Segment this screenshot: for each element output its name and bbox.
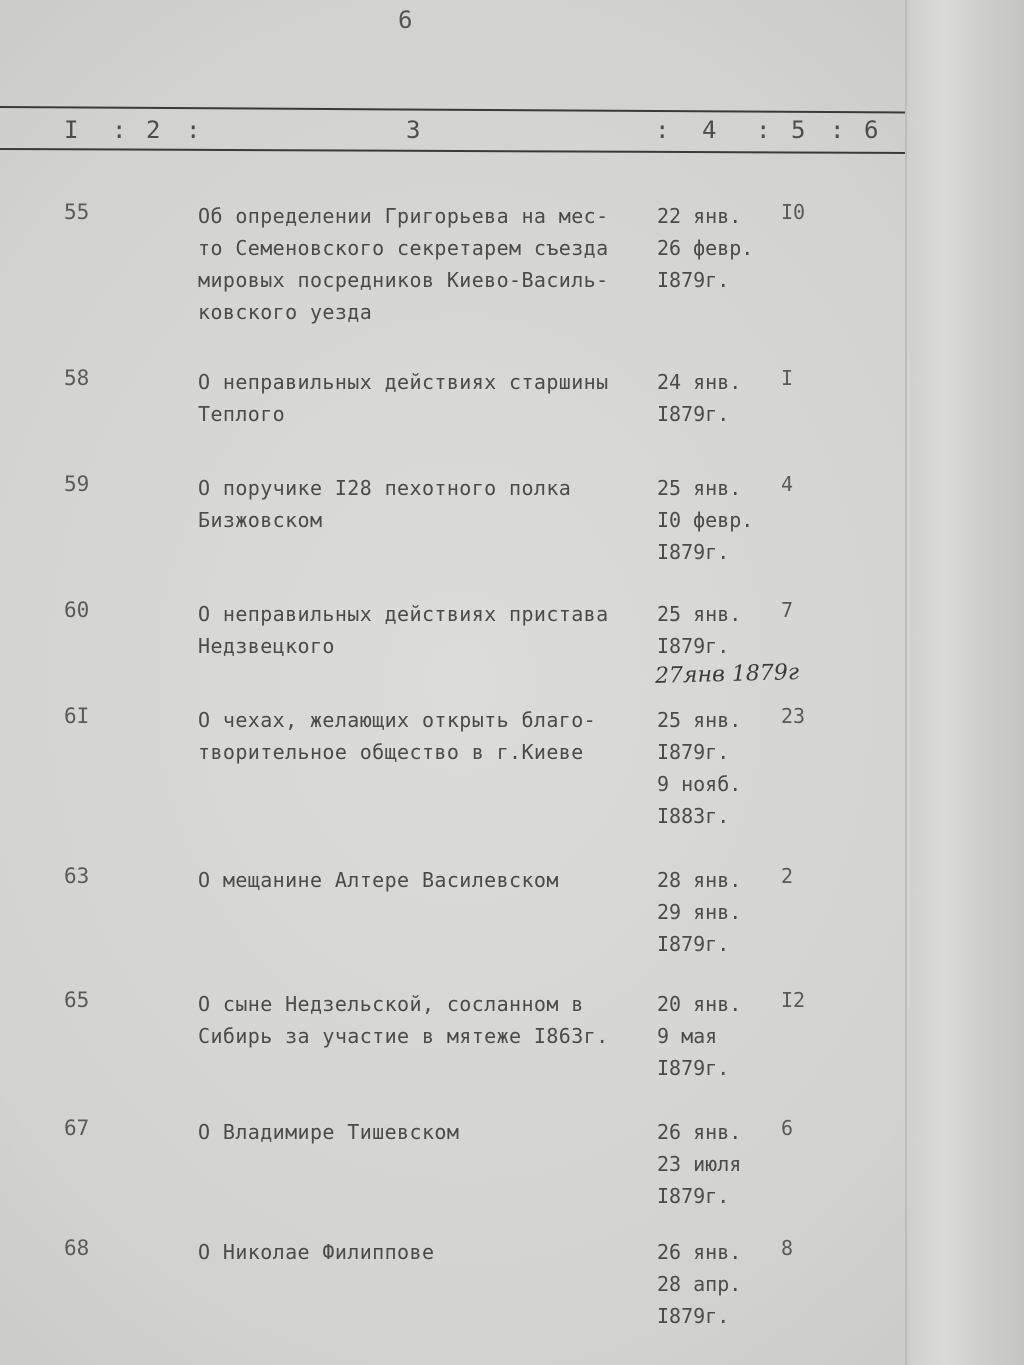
file-description: О мещанине Алтере Василевском (198, 868, 559, 892)
file-dates: 25 янв. I879г. (657, 602, 742, 658)
handwritten-date: 27янв 1879г (654, 660, 800, 689)
column-number: I (64, 116, 79, 144)
file-description: О неправильных действиях старшины Теплого (198, 370, 609, 426)
file-number: 58 (64, 366, 90, 390)
column-number: 4 (702, 116, 717, 144)
file-number: 67 (64, 1116, 90, 1140)
file-number: 63 (64, 864, 90, 888)
file-dates: 20 янв. 9 мая I879г. (657, 992, 742, 1080)
column-separator: : (830, 116, 845, 144)
file-dates: 25 янв. I0 февр. I879г. (657, 476, 754, 564)
file-dates: 22 янв. 26 февр. I879г. (657, 204, 754, 292)
column-number: 2 (146, 116, 161, 144)
page-edge (910, 0, 1024, 1365)
file-dates: 25 янв. I879г. 9 нояб. I883г. (657, 708, 742, 828)
file-dates: 24 янв. I879г. (657, 370, 742, 426)
file-description: Об определении Григорьева на мес- то Семеновского секретарем съезда мировых посредников Киево-Василь- ковского уезда (198, 204, 609, 324)
page-number: 6 (398, 6, 413, 34)
sheet-count: I (781, 366, 794, 390)
sheet-count: 2 (781, 864, 794, 888)
sheet-count: I0 (781, 200, 806, 224)
column-separator: : (186, 116, 201, 144)
file-number: 55 (64, 200, 90, 224)
file-description: О Николае Филиппове (198, 1240, 435, 1264)
column-separator: : (112, 116, 127, 144)
file-description: О неправильных действиях пристава Недзвецкого (198, 602, 609, 658)
sheet-count: 8 (781, 1236, 794, 1260)
page-edge-line (905, 0, 907, 1365)
file-number: 68 (64, 1236, 90, 1260)
column-number: 6 (864, 116, 879, 144)
column-number: 5 (791, 116, 806, 144)
file-description: О поручике I28 пехотного полка Бизжовском (198, 476, 572, 532)
column-number: 3 (406, 116, 421, 144)
sheet-count: 4 (781, 472, 794, 496)
column-separator: : (756, 116, 771, 144)
file-description: О сыне Недзельской, сосланном в Сибирь за участие в мятеже I863г. (198, 992, 609, 1048)
file-number: 60 (64, 598, 90, 622)
file-number: 6I (64, 704, 90, 728)
file-description: О Владимире Тишевском (198, 1120, 460, 1144)
file-dates: 28 янв. 29 янв. I879г. (657, 868, 742, 956)
file-dates: 26 янв. 23 июля I879г. (657, 1120, 742, 1208)
file-number: 59 (64, 472, 90, 496)
sheet-count: 6 (781, 1116, 794, 1140)
sheet-count: 23 (781, 704, 806, 728)
file-dates: 26 янв. 28 апр. I879г. (657, 1240, 742, 1328)
column-separator: : (655, 116, 670, 144)
file-description: О чехах, желающих открыть благо- творительное общество в г.Киеве (198, 708, 597, 764)
sheet-count: I2 (781, 988, 806, 1012)
sheet-count: 7 (781, 598, 794, 622)
file-number: 65 (64, 988, 90, 1012)
